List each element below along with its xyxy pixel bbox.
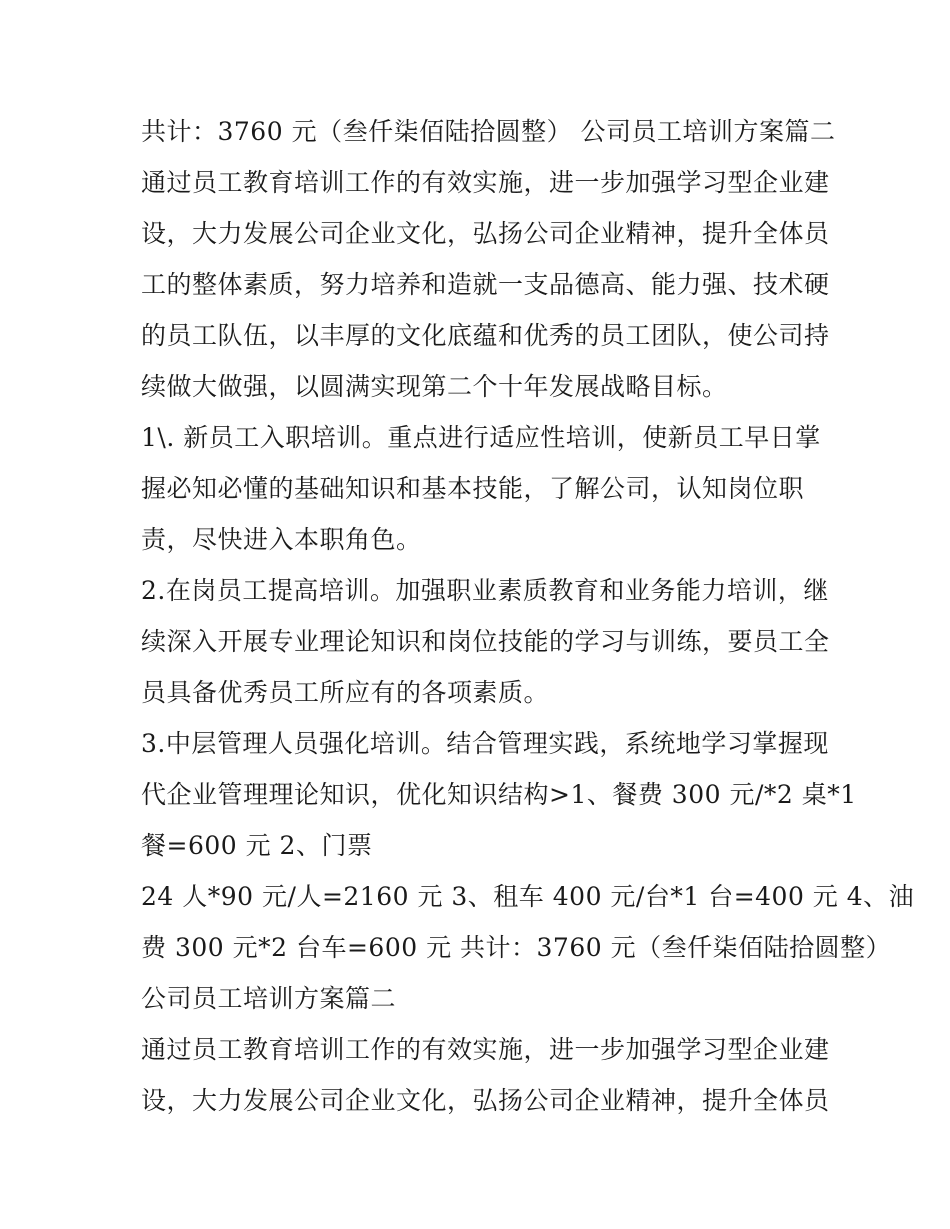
text-line: 2.在岗员工提高培训。加强职业素质教育和业务能力培训，继 xyxy=(141,576,829,605)
text-line: 的员工队伍，以丰厚的文化底蕴和优秀的员工团队，使公司持 xyxy=(141,321,830,350)
text-line: 续深入开展专业理论知识和岗位技能的学习与训练，要员工全 xyxy=(141,627,830,656)
text-line: 员具备优秀员工所应有的各项素质。 xyxy=(141,678,550,707)
text-line: 餐=600 元 2、门票 xyxy=(141,831,373,860)
document-body xyxy=(141,106,915,1126)
text-line: 续做大做强，以圆满实现第二个十年发展战略目标。 xyxy=(141,372,728,401)
text-line: 握必知必懂的基础知识和基本技能，了解公司，认知岗位职 xyxy=(141,474,805,503)
text-line: 代企业管理理论知识，优化知识结构>1、餐费 300 元/*2 桌*1 xyxy=(141,780,857,809)
text-line: 设，大力发展公司企业文化，弘扬公司企业精神，提升全体员 xyxy=(141,219,830,248)
text-line: 责，尽快进入本职角色。 xyxy=(141,525,422,554)
text-line: 工的整体素质，努力培养和造就一支品德高、能力强、技术硬 xyxy=(141,270,830,299)
text-line: 通过员工教育培训工作的有效实施，进一步加强学习型企业建 xyxy=(141,1035,830,1064)
text-line: 3.中层管理人员强化培训。结合管理实践，系统地学习掌握现 xyxy=(141,729,829,758)
text-line: 费 300 元*2 台车=600 元 共计：3760 元（叁仟柒佰陆拾圆整） xyxy=(141,933,892,962)
text-line: 1\. 新员工入职培训。重点进行适应性培训，使新员工早日掌 xyxy=(141,423,821,452)
text-line: 公司员工培训方案篇二 xyxy=(141,984,397,1013)
text-line: 共计：3760 元（叁仟柒佰陆拾圆整） 公司员工培训方案篇二 xyxy=(141,117,836,146)
text-line: 设，大力发展公司企业文化，弘扬公司企业精神，提升全体员 xyxy=(141,1086,830,1115)
text-line: 通过员工教育培训工作的有效实施，进一步加强学习型企业建 xyxy=(141,168,830,197)
text-line: 24 人*90 元/人=2160 元 3、租车 400 元/台*1 台=400 元 4、油 xyxy=(141,882,915,911)
